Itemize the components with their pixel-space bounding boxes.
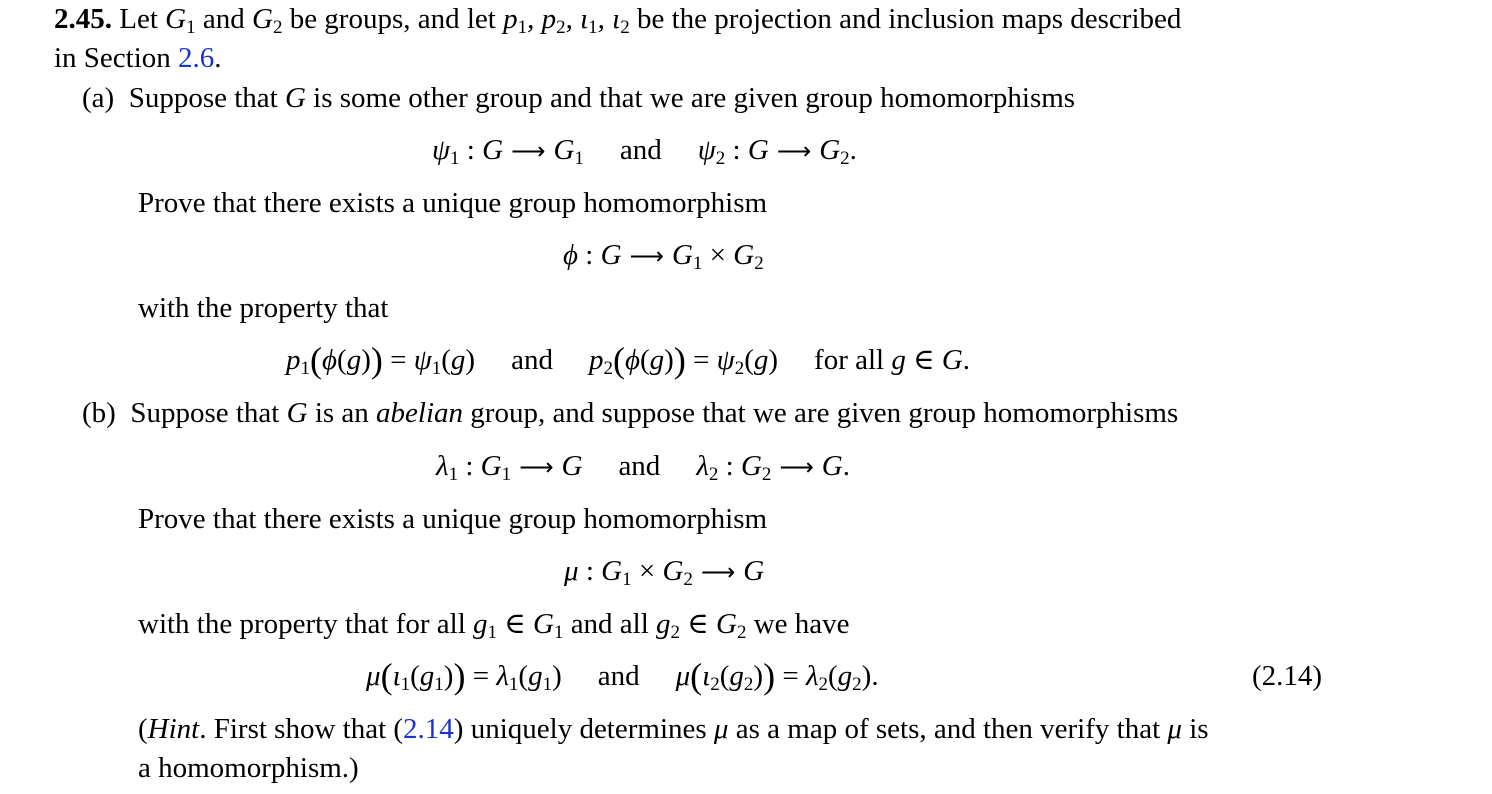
equation-psi-maps: $\psi_1$ : G ⟶ $G_1$ and $\psi_2$ : G ⟶ $G_2$. xyxy=(432,134,857,169)
equation-link[interactable]: 2.14 xyxy=(403,713,454,745)
equation-number: (2.14) xyxy=(1252,660,1323,692)
section-link[interactable]: 2.6 xyxy=(178,42,215,74)
equation-phi-map: ϕ : G ⟶ $G_1 \times G_2$ xyxy=(563,239,764,274)
part-a-prove: Prove that there exists a unique group homomorphism xyxy=(138,187,768,219)
abelian-word: abelian xyxy=(376,397,464,429)
part-b-intro: (b) Suppose that G is an abelian group, and suppose that we are given group homomorphisms xyxy=(82,397,1179,429)
problem-statement-line-2: in Section 2.6. xyxy=(54,42,222,74)
part-a-property: with the property that xyxy=(138,292,389,324)
equation-2-14: $\mu(\iota_1(g_1)) = \lambda_1(g_1)$ and $\mu(\iota_2(g_2)) = \lambda_2(g_2)$. xyxy=(366,656,879,696)
equation-projection-property: $p_1(\phi(g)) = \psi_1(g)$ and $p_2(\phi(g)) = \psi_2(g)$ for all g ∈ G. xyxy=(286,340,971,380)
part-a-intro: (a) Suppose that G is some other group and that we are given group homomorphisms xyxy=(82,82,1076,114)
hint-line-2: a homomorphism.) xyxy=(138,752,359,784)
part-b-property: with the property that for all $g_1$ ∈ $G_1$ and all $g_2$ ∈ $G_2$ we have xyxy=(138,608,850,643)
problem-number: 2.45. xyxy=(54,3,112,35)
math-g1-g2: $G_1$ xyxy=(165,3,196,38)
intro-text: Let xyxy=(112,3,166,35)
and-word: and xyxy=(202,3,245,35)
hint-line-1: (Hint. First show that (2.14) uniquely determines μ as a map of sets, and then verify that μ is xyxy=(138,713,1209,745)
part-b-label: (b) xyxy=(82,397,116,429)
part-a-label: (a) xyxy=(82,82,115,114)
equation-mu-map: μ : $G_1 \times G_2$ ⟶ G xyxy=(564,555,765,590)
equation-lambda-maps: $\lambda_1$ : $G_1$ ⟶ G and $\lambda_2$ : $G_2$ ⟶ G. xyxy=(436,450,850,485)
math-maps: $p_1$, $p_2$, $\iota_1$, $\iota_2$ xyxy=(503,3,630,38)
problem-statement-line-1: 2.45. Let $G_1$ and $G_2$ be groups, and let $p_1$, $p_2$, $\iota_1$, $\iota_2$ be the projection and inclusion maps described xyxy=(54,3,1182,38)
part-b-prove: Prove that there exists a unique group homomorphism xyxy=(138,503,768,535)
hint-label: Hint xyxy=(147,713,200,745)
